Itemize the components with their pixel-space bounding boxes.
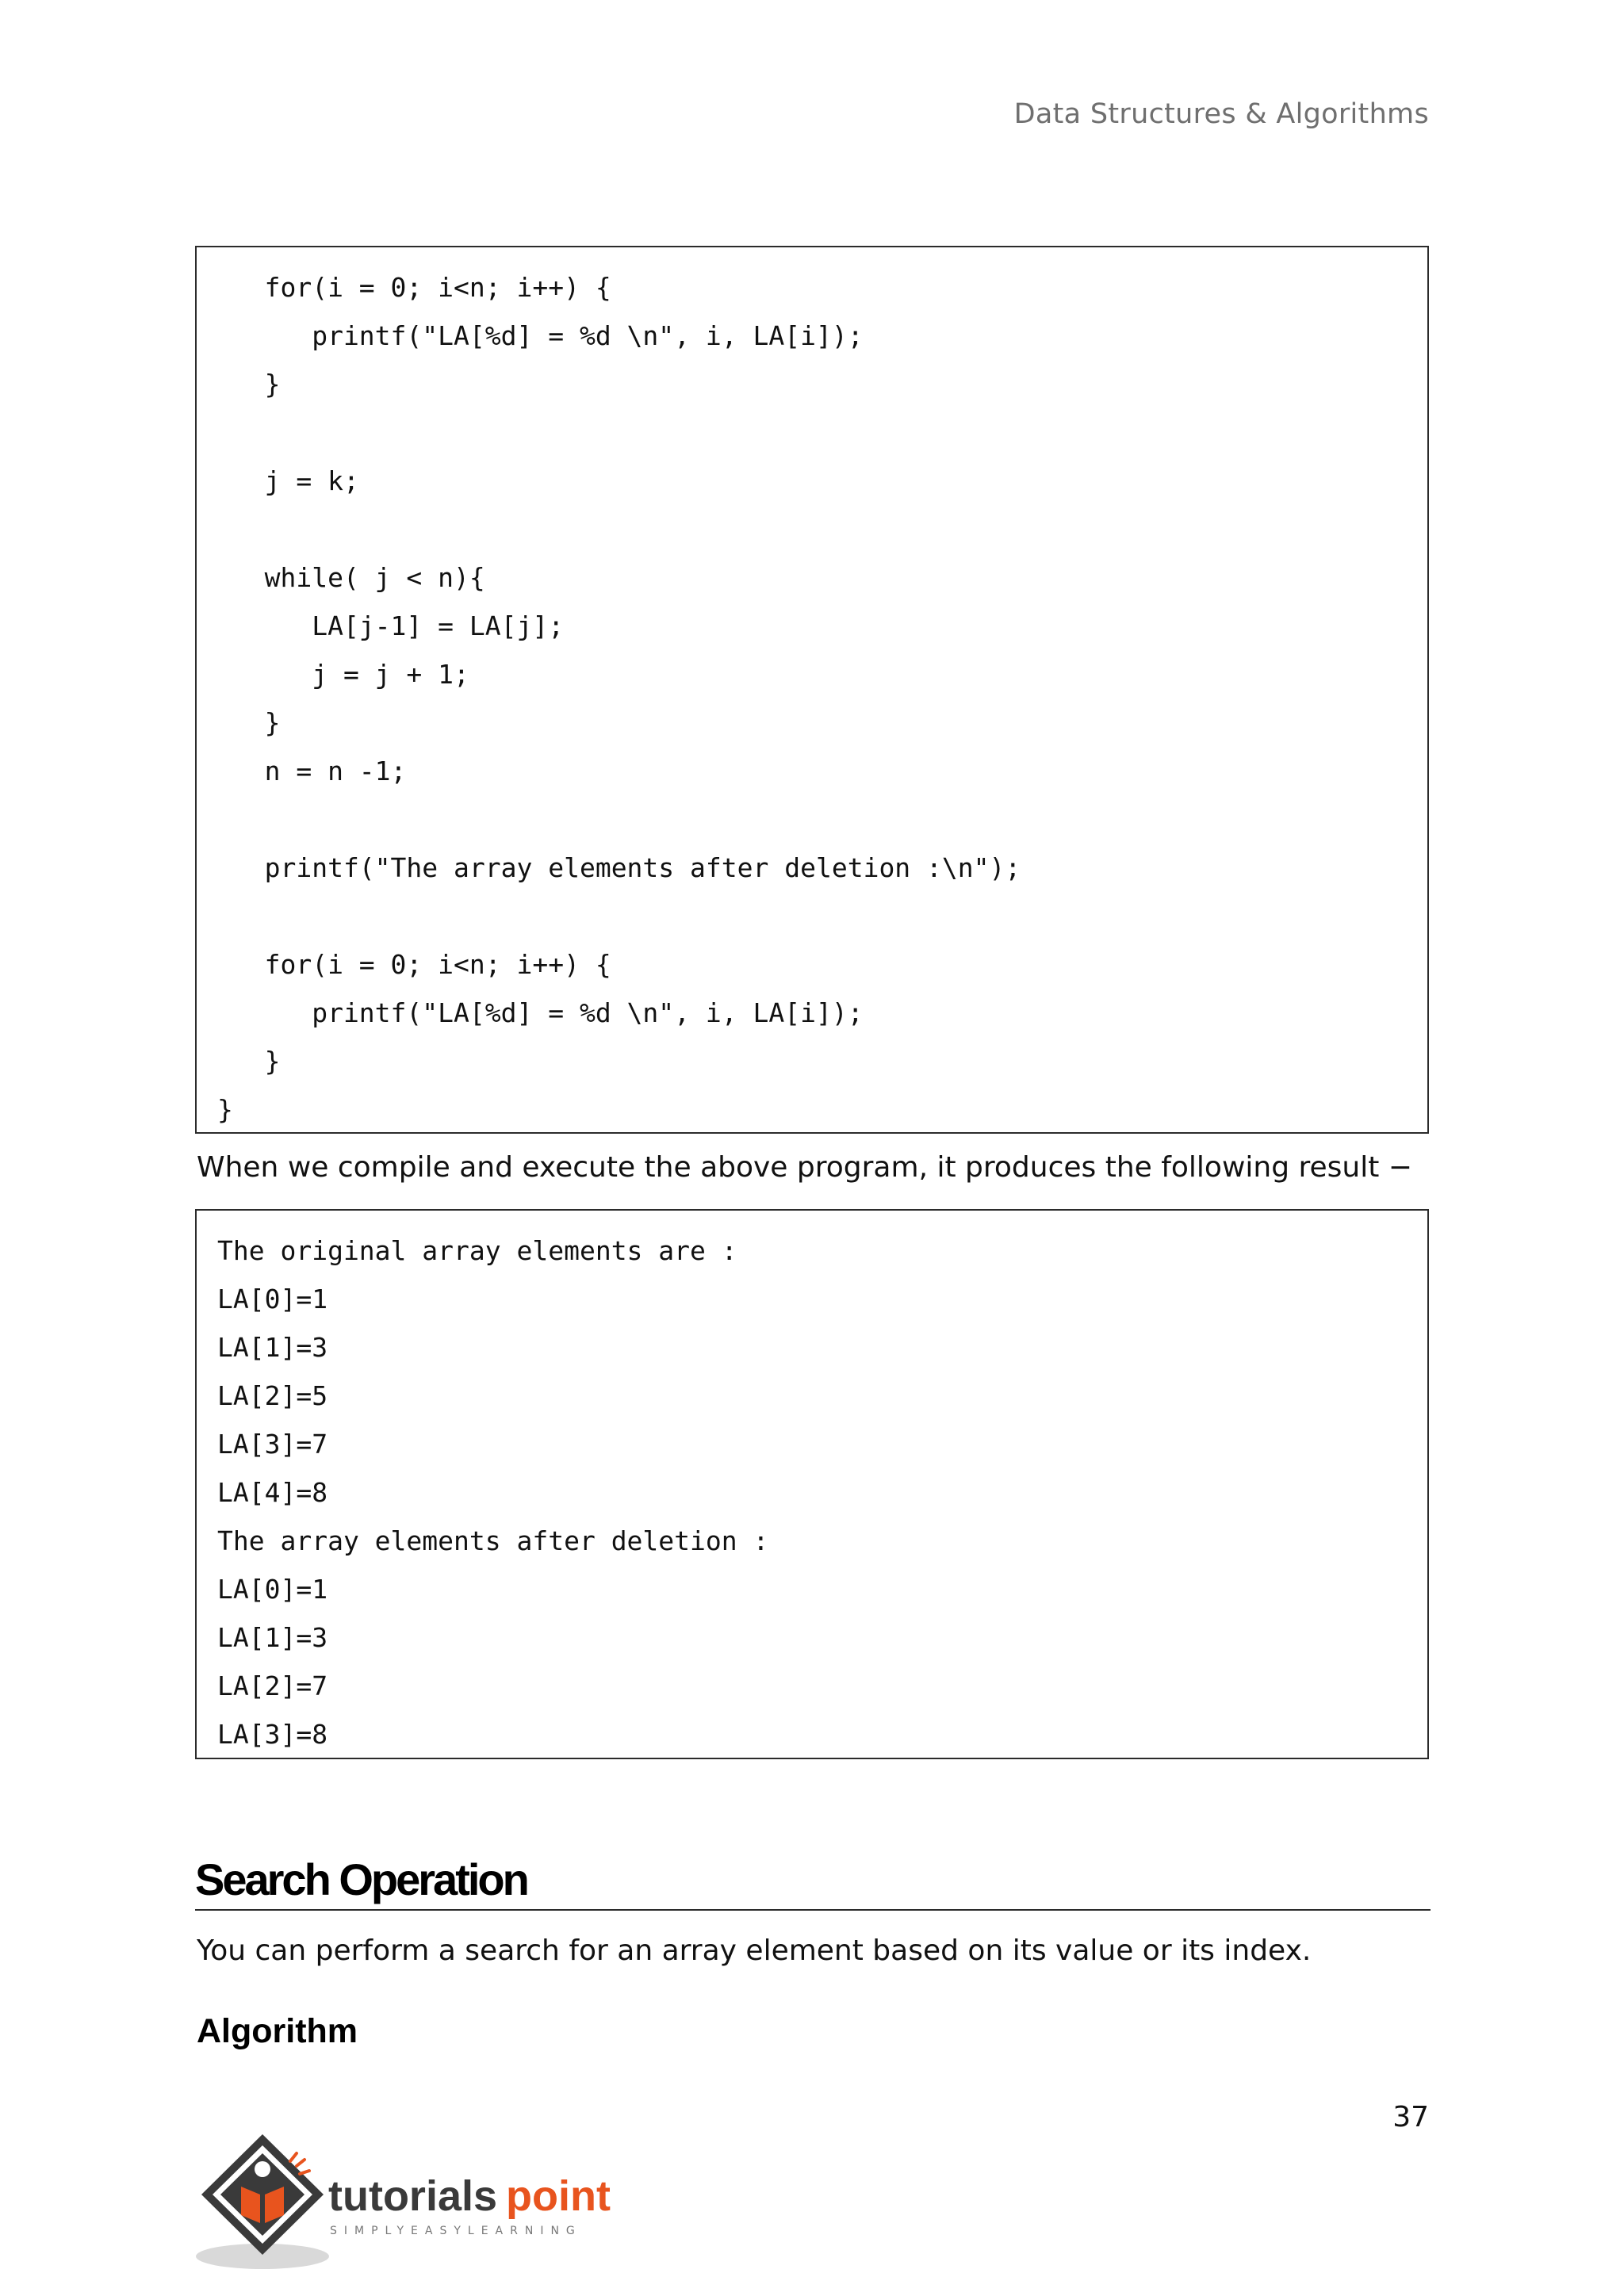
- output-line: LA[2]=5: [217, 1380, 328, 1411]
- code-line: while( j < n){: [217, 562, 485, 593]
- output-line: LA[1]=3: [217, 1622, 328, 1653]
- code-line: [197, 795, 1427, 844]
- code-line: printf("LA[%d] = %d \n", i, LA[i]);: [217, 997, 864, 1028]
- code-line: [197, 892, 1427, 940]
- code-line: j = j + 1;: [217, 659, 469, 690]
- code-line: for(i = 0; i<n; i++) {: [217, 272, 611, 303]
- program-output-block: [195, 1209, 1429, 1759]
- output-line: LA[2]=7: [217, 1670, 328, 1701]
- page-number: 37: [1392, 2101, 1429, 2133]
- running-header: Data Structures & Algorithms: [1013, 98, 1429, 130]
- code-line: n = n -1;: [217, 756, 407, 786]
- code-line: }: [217, 369, 281, 400]
- output-line: The original array elements are :: [217, 1235, 737, 1266]
- code-line: j = k;: [217, 465, 359, 496]
- search-intro-paragraph: You can perform a search for an array element based on its value or its index.: [197, 1934, 1312, 1967]
- code-line: }: [217, 1046, 281, 1077]
- output-line: LA[0]=1: [217, 1284, 328, 1314]
- output-line: LA[0]=1: [217, 1574, 328, 1605]
- code-line: }: [217, 707, 281, 738]
- output-line: LA[1]=3: [217, 1332, 328, 1363]
- code-line: for(i = 0; i<n; i++) {: [217, 949, 611, 980]
- logo-wordmark-accent: point: [506, 2172, 611, 2220]
- tutorialspoint-logo: [195, 2130, 639, 2272]
- logo-figure-head: [255, 2161, 270, 2177]
- code-line: }: [217, 1094, 233, 1125]
- output-line: LA[3]=7: [217, 1429, 328, 1460]
- output-line: LA[3]=8: [217, 1719, 328, 1750]
- code-line: printf("LA[%d] = %d \n", i, LA[i]);: [217, 320, 864, 351]
- subheading-algorithm: Algorithm: [197, 2012, 358, 2050]
- compile-note: When we compile and execute the above program, it produces the following result −: [197, 1151, 1412, 1184]
- code-line: LA[j-1] = LA[j];: [217, 610, 565, 641]
- code-line: printf("The array elements after deletion :\n");: [217, 852, 1021, 883]
- code-line: [197, 505, 1427, 553]
- logo-tagline: SIMPLYEASYLEARNING: [330, 2225, 582, 2237]
- section-heading-search-operation: Search Operation: [195, 1855, 1431, 1911]
- program-code-block: [195, 246, 1429, 1134]
- output-line: LA[4]=8: [217, 1477, 328, 1508]
- logo-wordmark-main: tutorials: [328, 2172, 498, 2220]
- output-line: The array elements after deletion :: [217, 1525, 769, 1556]
- code-line: [197, 408, 1427, 457]
